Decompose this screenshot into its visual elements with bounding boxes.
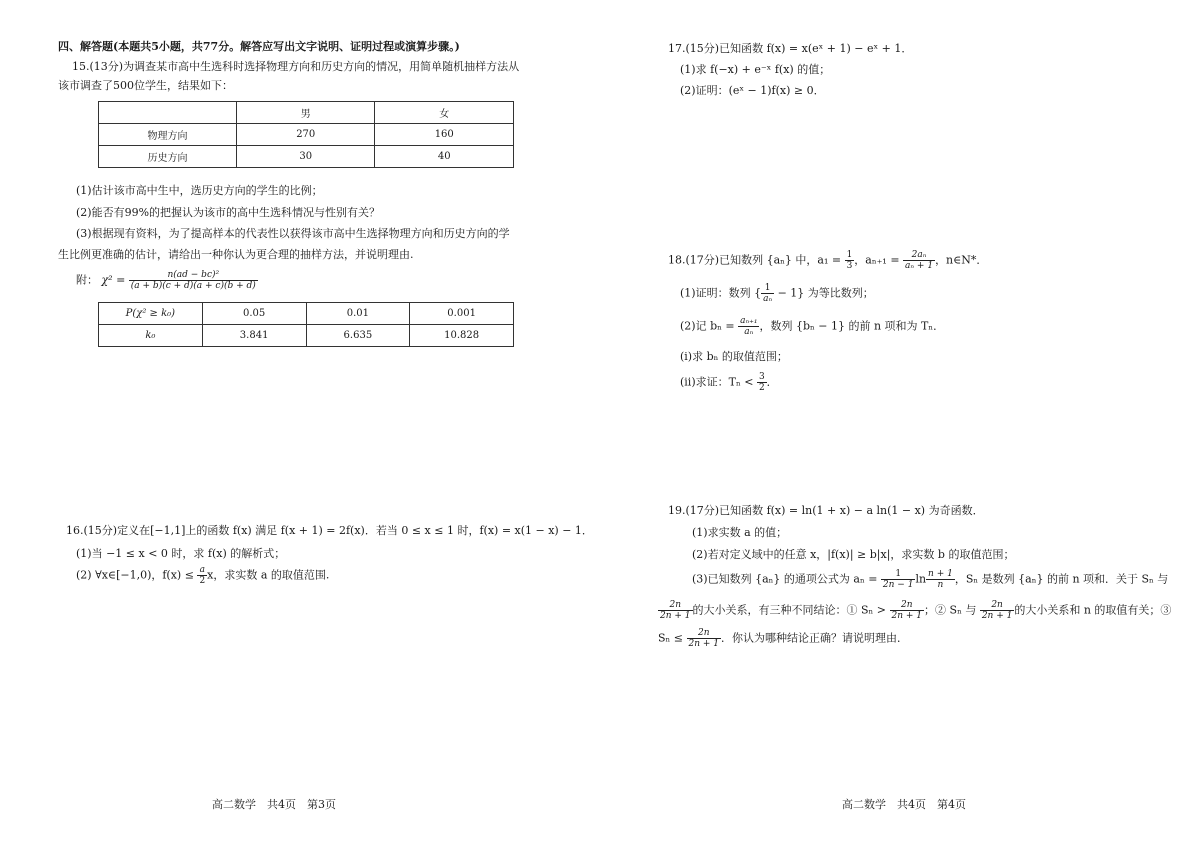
q18-part1 — [680, 283, 874, 304]
q18-part2 — [680, 316, 944, 337]
q15-part2: (2)能否有99%的把握认为该市的高中生选科情况与性别有关？ — [76, 206, 381, 219]
table-row — [99, 303, 514, 325]
q15-intro-line1: 15.(13分)为调查某市高中生选科时选择物理方向和历史方向的情况，用简单随机抽样方法从 — [72, 60, 520, 73]
q18-s2-fraction — [757, 372, 767, 393]
q19-l2-den: 2n + 1 — [660, 611, 691, 621]
q15-intro-line2: 该市调查了500位学生，结果如下： — [58, 79, 233, 92]
chi-numerator: n(ad − bc)² — [129, 270, 258, 281]
q18-p2-den: aₙ — [744, 327, 754, 337]
q15-survey-table — [98, 101, 514, 168]
q19-l2-num: 2n — [980, 600, 1015, 611]
q18-p1-den: aₙ — [763, 294, 773, 304]
q19-l2-text-b: ；② Sₙ 与 — [924, 603, 980, 617]
q16-part1: (1)当 −1 ≤ x < 0 时，求 f(x) 的解析式； — [76, 547, 286, 560]
table-cell: 物理方向 — [99, 124, 237, 146]
q18-line1 — [668, 250, 987, 271]
q18-p1-num: 1 — [761, 283, 774, 294]
q15-chi-formula — [76, 270, 258, 291]
table-row — [99, 102, 514, 124]
q19-p3-text-a: (3)已知数列 {aₙ} 的通项公式为 aₙ = — [692, 572, 881, 586]
chi-denominator: (a + b)(c + d)(a + c)(b + d) — [130, 281, 256, 291]
q19-line1: 19.(17分)已知函数 f(x) = ln(1 + x) − a ln(1 − x) 为奇函数． — [668, 504, 984, 517]
q19-l2-text-a: 的大小关系，有三种不同结论：① Sₙ > — [692, 603, 890, 617]
q18-text-a: 18.(17分)已知数列 {aₙ} 中，a₁ = — [668, 253, 845, 267]
table-cell: 历史方向 — [99, 146, 237, 168]
q19-l3-frac — [687, 628, 722, 649]
chi-lhs: χ² = — [101, 273, 126, 287]
q19-p3-num2: n + 1 — [928, 569, 953, 579]
q19-p3-den1: 2n − 1 — [882, 580, 914, 590]
q19-part3-line1 — [692, 569, 1168, 590]
q19-l2-num: 2n — [658, 600, 693, 611]
footer-right-page-number: 高二数学 共4页 第4页 — [842, 798, 966, 811]
chi-fraction — [129, 270, 258, 291]
q19-l2-num: 2n — [890, 600, 925, 611]
table-cell: k₀ — [99, 325, 203, 347]
q16-part2 — [76, 565, 329, 586]
q17-part1: (1)求 f(−x) + e⁻ˣ f(x) 的值； — [680, 63, 831, 76]
q18-s2-den: 2 — [758, 383, 765, 393]
q19-p3-frac1 — [881, 569, 916, 590]
q18-a1-den: 3 — [846, 261, 853, 271]
q18-sub1: (i)求 bₙ 的取值范围； — [680, 350, 788, 363]
q16-line1: 16.(15分)定义在[−1,1]上的函数 f(x) 满足 f(x + 1) = 2f(x)．若当 0 ≤ x ≤ 1 时，f(x) = x(1 − x) − 1． — [66, 524, 593, 537]
table-cell — [99, 102, 237, 124]
table-cell: 270 — [236, 124, 375, 146]
q18-part1-text-b: − 1} 为等比数列； — [774, 286, 874, 300]
q15-critical-value-table — [98, 302, 514, 347]
q15-part3-line2: 生比例更准确的估计，请给出一种你认为更合理的抽样方法，并说明理由. — [58, 248, 414, 261]
q18-a1-fraction — [845, 250, 855, 271]
q19-l3-num: 2n — [687, 628, 722, 639]
q19-p3-den2: n — [937, 580, 944, 590]
q16-frac-num: a — [197, 565, 207, 576]
q19-p3-frac2 — [926, 569, 955, 590]
table-cell: 30 — [236, 146, 375, 168]
q16-part2-text-a: (2) ∀x∈[−1,0)，f(x) ≤ — [76, 568, 198, 582]
q19-l2-frac-c — [980, 600, 1015, 621]
section-heading: 四、解答题(本题共5小题，共77分。解答应写出文字说明、证明过程或演算步骤。) — [58, 40, 460, 53]
q19-l2-den: 2n + 1 — [891, 611, 923, 621]
q18-rec-den: aₙ + 1 — [905, 261, 934, 271]
table-cell: 40 — [375, 146, 514, 168]
q15-part3-line1: (3)根据现有资料，为了提高样本的代表性以获得该市高中生选择物理方向和历史方向的学 — [76, 227, 510, 240]
table-cell: 0.01 — [306, 303, 410, 325]
q18-sub2 — [680, 372, 778, 393]
q18-s2-num: 3 — [758, 372, 765, 382]
q18-sub2-text-a: (ii)求证：Tₙ < — [680, 375, 757, 389]
table-cell: 0.05 — [202, 303, 306, 325]
table-row — [99, 325, 514, 347]
q19-l3-text-b: ．你认为哪种结论正确？请说明理由． — [721, 631, 909, 645]
q18-a1-num: 1 — [846, 250, 853, 260]
q19-l2-text-c: 的大小关系和 n 的取值有关；③ — [1014, 603, 1172, 617]
table-row — [99, 124, 514, 146]
table-cell: 6.635 — [306, 325, 410, 347]
q16-frac-den: 2 — [199, 576, 206, 586]
table-cell: 男 — [236, 102, 375, 124]
q16-fraction — [197, 565, 207, 586]
q19-p3-ln: ln — [915, 572, 927, 586]
q19-p3-num1: 1 — [881, 569, 916, 580]
table-cell: 3.841 — [202, 325, 306, 347]
q17-part2: (2)证明：(eˣ − 1)f(x) ≥ 0． — [680, 84, 825, 97]
q19-part3-line3 — [658, 628, 908, 649]
q17-line1: 17.(15分)已知函数 f(x) = x(eˣ + 1) − eˣ + 1． — [668, 42, 913, 55]
q18-p1-fraction — [761, 283, 774, 304]
q18-p2-num: aₙ₊₁ — [740, 316, 758, 326]
table-row — [99, 146, 514, 168]
table-cell: 160 — [375, 124, 514, 146]
q19-p3-text-b: ，Sₙ 是数列 {aₙ} 的前 n 项和．关于 Sₙ 与 — [954, 572, 1169, 586]
q18-part1-text-a: (1)证明：数列 { — [680, 286, 762, 300]
q19-l2-frac-b — [890, 600, 925, 621]
q18-p2-fraction — [738, 316, 759, 337]
table-cell: 0.001 — [410, 303, 514, 325]
table-cell: P(χ² ≥ k₀) — [99, 303, 203, 325]
q19-part2: (2)若对定义域中的任意 x，|f(x)| ≥ b|x|，求实数 b 的取值范围； — [692, 548, 1015, 561]
q18-text-c: ，n∈N*． — [935, 253, 988, 267]
q18-sub2-text-b: ． — [766, 375, 778, 389]
table-cell: 10.828 — [410, 325, 514, 347]
table-cell: 女 — [375, 102, 514, 124]
q18-part2-text-a: (2)记 bₙ = — [680, 319, 739, 333]
q19-l2-den: 2n + 1 — [981, 611, 1013, 621]
q18-rec-num: 2aₙ — [903, 250, 935, 261]
appendix-label: 附： — [76, 273, 98, 287]
q18-rec-fraction — [903, 250, 935, 271]
q18-part2-text-b: ，数列 {bₙ − 1} 的前 n 项和为 Tₙ． — [759, 319, 945, 333]
q19-l2-frac-a — [658, 600, 693, 621]
q19-part3-line2 — [658, 600, 1171, 621]
q15-part1: (1)估计该市高中生中，选历史方向的学生的比例； — [76, 184, 323, 197]
q18-text-b: ，aₙ₊₁ = — [854, 253, 904, 267]
q19-l3-text-a: Sₙ ≤ — [658, 631, 687, 645]
q16-part2-text-b: x，求实数 a 的取值范围. — [207, 568, 330, 582]
footer-left-page-number: 高二数学 共4页 第3页 — [212, 798, 336, 811]
q19-l3-den: 2n + 1 — [688, 639, 720, 649]
q19-part1: (1)求实数 a 的值； — [692, 526, 788, 539]
